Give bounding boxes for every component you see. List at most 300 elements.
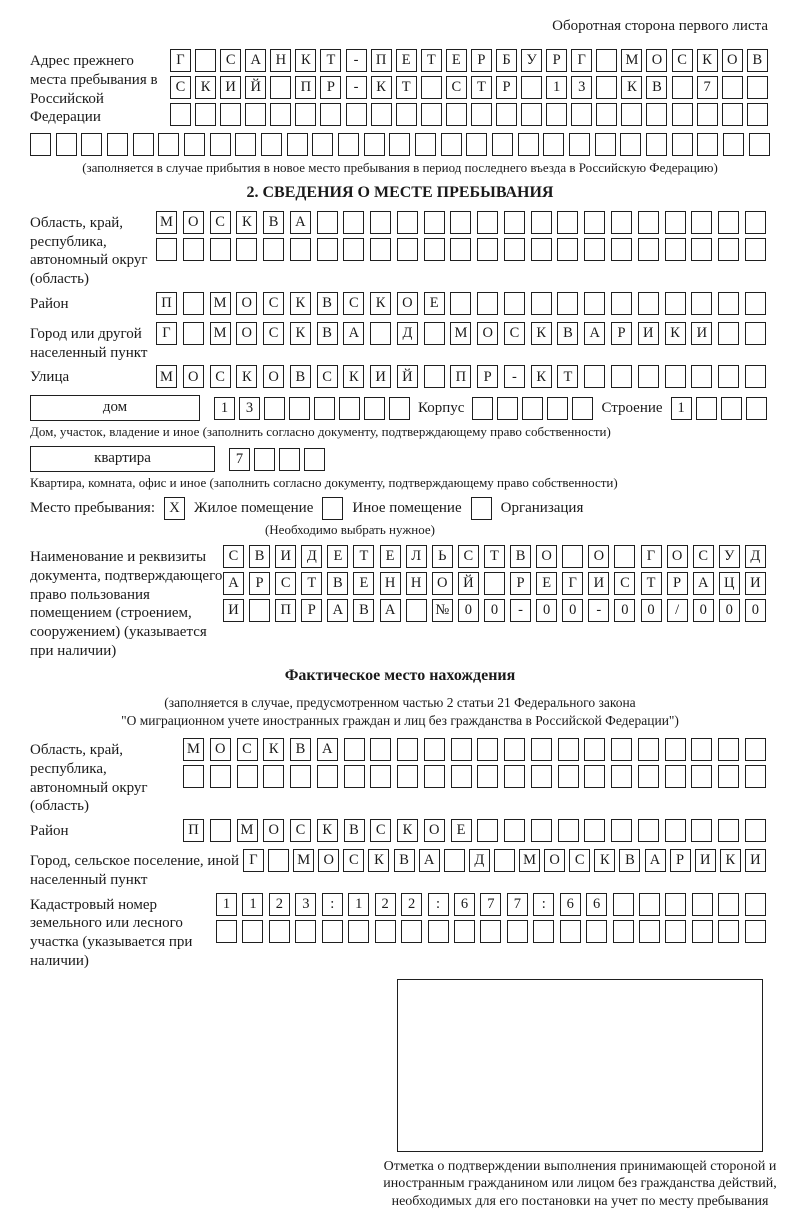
char-cell[interactable] bbox=[746, 397, 767, 420]
char-cell[interactable] bbox=[543, 133, 564, 156]
char-cell[interactable] bbox=[596, 49, 617, 72]
char-cell[interactable] bbox=[596, 103, 617, 126]
char-cell[interactable] bbox=[496, 103, 517, 126]
char-cell[interactable]: М bbox=[156, 365, 177, 388]
char-cell[interactable] bbox=[639, 920, 660, 943]
char-cell[interactable]: В bbox=[646, 76, 667, 99]
char-cell[interactable]: А bbox=[645, 849, 666, 872]
char-cell[interactable]: С bbox=[290, 819, 311, 842]
char-cell[interactable] bbox=[745, 211, 766, 234]
char-cell[interactable]: 0 bbox=[484, 599, 505, 622]
char-cell[interactable] bbox=[611, 238, 632, 261]
char-cell[interactable]: И bbox=[691, 322, 712, 345]
char-cell[interactable] bbox=[270, 103, 291, 126]
char-cell[interactable]: О bbox=[588, 545, 609, 568]
char-cell[interactable]: Т bbox=[396, 76, 417, 99]
char-cell[interactable] bbox=[170, 103, 191, 126]
char-cell[interactable]: С bbox=[170, 76, 191, 99]
char-cell[interactable]: X bbox=[164, 497, 185, 520]
char-cell[interactable] bbox=[415, 133, 436, 156]
char-cell[interactable] bbox=[421, 76, 442, 99]
char-cell[interactable] bbox=[451, 765, 472, 788]
char-cell[interactable]: № bbox=[432, 599, 453, 622]
char-cell[interactable]: Р bbox=[667, 572, 688, 595]
char-cell[interactable] bbox=[317, 765, 338, 788]
char-cell[interactable]: А bbox=[223, 572, 244, 595]
char-cell[interactable] bbox=[242, 920, 263, 943]
char-cell[interactable] bbox=[613, 920, 634, 943]
char-cell[interactable]: А bbox=[693, 572, 714, 595]
char-cell[interactable] bbox=[718, 920, 739, 943]
char-cell[interactable]: К bbox=[697, 49, 718, 72]
char-cell[interactable]: О bbox=[236, 292, 257, 315]
char-cell[interactable]: А bbox=[380, 599, 401, 622]
char-cell[interactable] bbox=[665, 819, 686, 842]
char-cell[interactable] bbox=[722, 103, 743, 126]
char-cell[interactable] bbox=[638, 365, 659, 388]
char-cell[interactable]: О bbox=[397, 292, 418, 315]
char-cell[interactable]: 1 bbox=[214, 397, 235, 420]
char-cell[interactable]: С bbox=[223, 545, 244, 568]
char-cell[interactable]: К bbox=[236, 365, 257, 388]
char-cell[interactable]: Е bbox=[396, 49, 417, 72]
char-cell[interactable]: К bbox=[370, 292, 391, 315]
char-cell[interactable] bbox=[295, 103, 316, 126]
char-cell[interactable]: - bbox=[504, 365, 525, 388]
char-cell[interactable] bbox=[611, 292, 632, 315]
char-cell[interactable] bbox=[287, 133, 308, 156]
char-cell[interactable] bbox=[697, 103, 718, 126]
char-cell[interactable] bbox=[317, 238, 338, 261]
char-cell[interactable] bbox=[249, 599, 270, 622]
char-cell[interactable]: Г bbox=[641, 545, 662, 568]
char-cell[interactable] bbox=[371, 103, 392, 126]
char-cell[interactable] bbox=[295, 920, 316, 943]
char-cell[interactable] bbox=[237, 765, 258, 788]
char-cell[interactable]: Р bbox=[510, 572, 531, 595]
char-cell[interactable] bbox=[450, 292, 471, 315]
char-cell[interactable]: - bbox=[346, 49, 367, 72]
char-cell[interactable] bbox=[290, 765, 311, 788]
char-cell[interactable] bbox=[691, 365, 712, 388]
char-cell[interactable]: Р bbox=[471, 49, 492, 72]
char-cell[interactable] bbox=[558, 738, 579, 761]
char-cell[interactable] bbox=[421, 103, 442, 126]
char-cell[interactable]: Т bbox=[471, 76, 492, 99]
char-cell[interactable] bbox=[718, 765, 739, 788]
char-cell[interactable]: Н bbox=[406, 572, 427, 595]
char-cell[interactable]: И bbox=[220, 76, 241, 99]
char-cell[interactable] bbox=[749, 133, 770, 156]
char-cell[interactable] bbox=[338, 133, 359, 156]
char-cell[interactable] bbox=[718, 292, 739, 315]
char-cell[interactable]: С bbox=[343, 849, 364, 872]
char-cell[interactable]: А bbox=[584, 322, 605, 345]
char-cell[interactable]: М bbox=[293, 849, 314, 872]
char-cell[interactable] bbox=[572, 397, 593, 420]
char-cell[interactable] bbox=[304, 448, 325, 471]
char-cell[interactable] bbox=[364, 133, 385, 156]
char-cell[interactable]: И bbox=[695, 849, 716, 872]
char-cell[interactable]: Д bbox=[397, 322, 418, 345]
char-cell[interactable] bbox=[691, 211, 712, 234]
char-cell[interactable] bbox=[477, 765, 498, 788]
char-cell[interactable] bbox=[320, 103, 341, 126]
char-cell[interactable]: 2 bbox=[269, 893, 290, 916]
char-cell[interactable]: К bbox=[531, 322, 552, 345]
char-cell[interactable]: Г bbox=[571, 49, 592, 72]
char-cell[interactable] bbox=[195, 103, 216, 126]
char-cell[interactable]: П bbox=[371, 49, 392, 72]
char-cell[interactable]: О bbox=[544, 849, 565, 872]
char-cell[interactable]: 0 bbox=[536, 599, 557, 622]
char-cell[interactable]: - bbox=[588, 599, 609, 622]
char-cell[interactable]: Г bbox=[156, 322, 177, 345]
char-cell[interactable]: - bbox=[346, 76, 367, 99]
char-cell[interactable] bbox=[584, 211, 605, 234]
char-cell[interactable] bbox=[721, 397, 742, 420]
char-cell[interactable]: Т bbox=[557, 365, 578, 388]
char-cell[interactable] bbox=[584, 238, 605, 261]
char-cell[interactable]: У bbox=[521, 49, 542, 72]
char-cell[interactable]: О bbox=[210, 738, 231, 761]
char-cell[interactable] bbox=[621, 103, 642, 126]
char-cell[interactable]: 7 bbox=[697, 76, 718, 99]
char-cell[interactable]: Е bbox=[353, 572, 374, 595]
char-cell[interactable] bbox=[471, 103, 492, 126]
char-cell[interactable] bbox=[722, 76, 743, 99]
char-cell[interactable] bbox=[665, 920, 686, 943]
char-cell[interactable] bbox=[521, 103, 542, 126]
char-cell[interactable] bbox=[396, 103, 417, 126]
char-cell[interactable]: 0 bbox=[614, 599, 635, 622]
char-cell[interactable]: Ь bbox=[432, 545, 453, 568]
char-cell[interactable]: К bbox=[317, 819, 338, 842]
char-cell[interactable]: К bbox=[594, 849, 615, 872]
char-cell[interactable] bbox=[665, 765, 686, 788]
char-cell[interactable]: 0 bbox=[641, 599, 662, 622]
doc-row-2[interactable] bbox=[223, 572, 766, 595]
char-cell[interactable] bbox=[397, 211, 418, 234]
char-cell[interactable] bbox=[156, 238, 177, 261]
char-cell[interactable]: Е bbox=[446, 49, 467, 72]
char-cell[interactable] bbox=[672, 103, 693, 126]
char-cell[interactable]: С bbox=[275, 572, 296, 595]
factual-gorod-row[interactable] bbox=[243, 849, 766, 872]
char-cell[interactable]: Й bbox=[245, 76, 266, 99]
char-cell[interactable]: И bbox=[638, 322, 659, 345]
char-cell[interactable]: 3 bbox=[239, 397, 260, 420]
char-cell[interactable]: Й bbox=[397, 365, 418, 388]
char-cell[interactable]: В bbox=[353, 599, 374, 622]
char-cell[interactable]: И bbox=[370, 365, 391, 388]
oblast-row-1[interactable] bbox=[156, 211, 766, 234]
char-cell[interactable]: 6 bbox=[586, 893, 607, 916]
char-cell[interactable]: О bbox=[263, 819, 284, 842]
char-cell[interactable] bbox=[183, 238, 204, 261]
char-cell[interactable] bbox=[454, 920, 475, 943]
char-cell[interactable] bbox=[107, 133, 128, 156]
char-cell[interactable] bbox=[183, 765, 204, 788]
char-cell[interactable] bbox=[745, 893, 766, 916]
char-cell[interactable] bbox=[339, 397, 360, 420]
char-cell[interactable]: А bbox=[317, 738, 338, 761]
char-cell[interactable] bbox=[533, 920, 554, 943]
char-cell[interactable]: В bbox=[290, 738, 311, 761]
char-cell[interactable] bbox=[477, 238, 498, 261]
char-cell[interactable]: Р bbox=[670, 849, 691, 872]
char-cell[interactable] bbox=[504, 211, 525, 234]
char-cell[interactable] bbox=[375, 920, 396, 943]
prev-address-row-1[interactable] bbox=[170, 49, 768, 72]
char-cell[interactable] bbox=[696, 397, 717, 420]
char-cell[interactable]: Т bbox=[353, 545, 374, 568]
stroenie-cells[interactable] bbox=[671, 397, 767, 420]
char-cell[interactable]: П bbox=[183, 819, 204, 842]
char-cell[interactable] bbox=[691, 292, 712, 315]
char-cell[interactable]: 7 bbox=[229, 448, 250, 471]
char-cell[interactable]: О bbox=[646, 49, 667, 72]
char-cell[interactable] bbox=[263, 765, 284, 788]
char-cell[interactable]: 1 bbox=[546, 76, 567, 99]
char-cell[interactable] bbox=[562, 545, 583, 568]
char-cell[interactable] bbox=[691, 738, 712, 761]
char-cell[interactable] bbox=[518, 133, 539, 156]
char-cell[interactable] bbox=[261, 133, 282, 156]
char-cell[interactable]: О bbox=[667, 545, 688, 568]
char-cell[interactable]: Е bbox=[536, 572, 557, 595]
char-cell[interactable]: Н bbox=[380, 572, 401, 595]
char-cell[interactable] bbox=[745, 920, 766, 943]
char-cell[interactable] bbox=[184, 133, 205, 156]
char-cell[interactable] bbox=[424, 365, 445, 388]
char-cell[interactable] bbox=[446, 103, 467, 126]
char-cell[interactable] bbox=[611, 765, 632, 788]
char-cell[interactable] bbox=[531, 765, 552, 788]
char-cell[interactable]: 2 bbox=[401, 893, 422, 916]
char-cell[interactable]: / bbox=[667, 599, 688, 622]
char-cell[interactable]: 7 bbox=[480, 893, 501, 916]
char-cell[interactable] bbox=[220, 103, 241, 126]
char-cell[interactable] bbox=[322, 497, 343, 520]
char-cell[interactable]: 6 bbox=[454, 893, 475, 916]
char-cell[interactable] bbox=[558, 765, 579, 788]
char-cell[interactable]: Д bbox=[469, 849, 490, 872]
char-cell[interactable]: С bbox=[237, 738, 258, 761]
factual-oblast-row-1[interactable] bbox=[183, 738, 766, 761]
char-cell[interactable]: Е bbox=[424, 292, 445, 315]
char-cell[interactable] bbox=[692, 893, 713, 916]
char-cell[interactable]: Р bbox=[546, 49, 567, 72]
char-cell[interactable]: М bbox=[519, 849, 540, 872]
char-cell[interactable]: М bbox=[183, 738, 204, 761]
char-cell[interactable] bbox=[584, 765, 605, 788]
oblast-row-2[interactable] bbox=[156, 238, 766, 261]
char-cell[interactable] bbox=[504, 238, 525, 261]
char-cell[interactable] bbox=[210, 133, 231, 156]
char-cell[interactable] bbox=[346, 103, 367, 126]
char-cell[interactable]: С bbox=[504, 322, 525, 345]
char-cell[interactable] bbox=[638, 765, 659, 788]
korpus-cells[interactable] bbox=[472, 397, 593, 420]
char-cell[interactable]: Д bbox=[745, 545, 766, 568]
char-cell[interactable] bbox=[428, 920, 449, 943]
char-cell[interactable]: Р bbox=[320, 76, 341, 99]
char-cell[interactable] bbox=[504, 765, 525, 788]
char-cell[interactable]: Т bbox=[320, 49, 341, 72]
char-cell[interactable] bbox=[494, 849, 515, 872]
char-cell[interactable]: Е bbox=[380, 545, 401, 568]
char-cell[interactable] bbox=[216, 920, 237, 943]
char-cell[interactable] bbox=[718, 365, 739, 388]
ulitsa-row[interactable] bbox=[156, 365, 766, 388]
char-cell[interactable]: Т bbox=[484, 545, 505, 568]
checkbox-zhiloe[interactable] bbox=[164, 497, 185, 520]
cadastre-row-1[interactable] bbox=[216, 893, 766, 916]
char-cell[interactable] bbox=[531, 211, 552, 234]
char-cell[interactable] bbox=[344, 765, 365, 788]
char-cell[interactable]: С bbox=[220, 49, 241, 72]
char-cell[interactable]: Р bbox=[496, 76, 517, 99]
char-cell[interactable] bbox=[521, 76, 542, 99]
char-cell[interactable] bbox=[210, 819, 231, 842]
char-cell[interactable] bbox=[424, 738, 445, 761]
char-cell[interactable]: М bbox=[237, 819, 258, 842]
char-cell[interactable] bbox=[672, 76, 693, 99]
char-cell[interactable]: - bbox=[510, 599, 531, 622]
char-cell[interactable]: П bbox=[156, 292, 177, 315]
char-cell[interactable]: К bbox=[343, 365, 364, 388]
checkbox-inoe[interactable] bbox=[322, 497, 343, 520]
char-cell[interactable] bbox=[595, 133, 616, 156]
char-cell[interactable] bbox=[745, 819, 766, 842]
char-cell[interactable]: О bbox=[318, 849, 339, 872]
char-cell[interactable] bbox=[344, 738, 365, 761]
char-cell[interactable] bbox=[611, 211, 632, 234]
char-cell[interactable]: Е bbox=[451, 819, 472, 842]
char-cell[interactable]: С bbox=[458, 545, 479, 568]
char-cell[interactable] bbox=[718, 738, 739, 761]
char-cell[interactable] bbox=[370, 238, 391, 261]
char-cell[interactable] bbox=[30, 133, 51, 156]
char-cell[interactable]: 0 bbox=[458, 599, 479, 622]
char-cell[interactable]: Б bbox=[496, 49, 517, 72]
char-cell[interactable] bbox=[370, 738, 391, 761]
char-cell[interactable] bbox=[441, 133, 462, 156]
char-cell[interactable]: 1 bbox=[348, 893, 369, 916]
char-cell[interactable] bbox=[450, 238, 471, 261]
char-cell[interactable]: : bbox=[428, 893, 449, 916]
doc-row-3[interactable] bbox=[223, 599, 766, 622]
char-cell[interactable] bbox=[557, 211, 578, 234]
char-cell[interactable] bbox=[397, 765, 418, 788]
prev-address-row-2[interactable] bbox=[170, 76, 768, 99]
char-cell[interactable] bbox=[268, 849, 289, 872]
char-cell[interactable] bbox=[370, 765, 391, 788]
char-cell[interactable]: О bbox=[263, 365, 284, 388]
char-cell[interactable]: К bbox=[295, 49, 316, 72]
char-cell[interactable]: Р bbox=[477, 365, 498, 388]
cadastre-row-2[interactable] bbox=[216, 920, 766, 943]
char-cell[interactable]: В bbox=[317, 322, 338, 345]
char-cell[interactable]: Р bbox=[611, 322, 632, 345]
factual-raion-row[interactable] bbox=[183, 819, 766, 842]
char-cell[interactable]: 1 bbox=[216, 893, 237, 916]
char-cell[interactable]: О bbox=[536, 545, 557, 568]
char-cell[interactable] bbox=[584, 819, 605, 842]
char-cell[interactable] bbox=[638, 819, 659, 842]
char-cell[interactable] bbox=[665, 738, 686, 761]
char-cell[interactable] bbox=[348, 920, 369, 943]
char-cell[interactable]: О bbox=[236, 322, 257, 345]
char-cell[interactable]: В bbox=[263, 211, 284, 234]
char-cell[interactable] bbox=[245, 103, 266, 126]
char-cell[interactable] bbox=[81, 133, 102, 156]
char-cell[interactable] bbox=[745, 738, 766, 761]
char-cell[interactable]: В bbox=[327, 572, 348, 595]
char-cell[interactable]: 3 bbox=[571, 76, 592, 99]
gorod-row[interactable] bbox=[156, 322, 766, 345]
char-cell[interactable] bbox=[584, 365, 605, 388]
char-cell[interactable] bbox=[497, 397, 518, 420]
char-cell[interactable]: В bbox=[249, 545, 270, 568]
char-cell[interactable] bbox=[343, 211, 364, 234]
char-cell[interactable] bbox=[584, 738, 605, 761]
char-cell[interactable]: М bbox=[156, 211, 177, 234]
char-cell[interactable]: 7 bbox=[507, 893, 528, 916]
char-cell[interactable]: О bbox=[477, 322, 498, 345]
char-cell[interactable] bbox=[692, 920, 713, 943]
char-cell[interactable] bbox=[466, 133, 487, 156]
char-cell[interactable] bbox=[638, 292, 659, 315]
char-cell[interactable]: Л bbox=[406, 545, 427, 568]
char-cell[interactable] bbox=[254, 448, 275, 471]
char-cell[interactable]: К bbox=[195, 76, 216, 99]
char-cell[interactable]: С bbox=[672, 49, 693, 72]
char-cell[interactable]: С bbox=[569, 849, 590, 872]
char-cell[interactable]: 0 bbox=[745, 599, 766, 622]
char-cell[interactable]: П bbox=[275, 599, 296, 622]
char-cell[interactable]: Т bbox=[641, 572, 662, 595]
kvartira-cells[interactable] bbox=[229, 448, 325, 471]
char-cell[interactable]: К bbox=[368, 849, 389, 872]
char-cell[interactable] bbox=[343, 238, 364, 261]
char-cell[interactable] bbox=[611, 365, 632, 388]
char-cell[interactable] bbox=[450, 211, 471, 234]
char-cell[interactable]: М bbox=[210, 292, 231, 315]
char-cell[interactable] bbox=[557, 292, 578, 315]
char-cell[interactable] bbox=[718, 893, 739, 916]
char-cell[interactable]: О bbox=[183, 211, 204, 234]
char-cell[interactable] bbox=[638, 211, 659, 234]
char-cell[interactable] bbox=[477, 211, 498, 234]
char-cell[interactable] bbox=[389, 133, 410, 156]
char-cell[interactable] bbox=[691, 819, 712, 842]
char-cell[interactable]: К bbox=[263, 738, 284, 761]
char-cell[interactable] bbox=[531, 292, 552, 315]
char-cell[interactable] bbox=[646, 133, 667, 156]
char-cell[interactable]: К bbox=[397, 819, 418, 842]
char-cell[interactable]: Д bbox=[301, 545, 322, 568]
char-cell[interactable] bbox=[424, 765, 445, 788]
char-cell[interactable] bbox=[718, 322, 739, 345]
char-cell[interactable]: Г bbox=[562, 572, 583, 595]
char-cell[interactable]: В bbox=[394, 849, 415, 872]
char-cell[interactable]: В bbox=[290, 365, 311, 388]
char-cell[interactable] bbox=[263, 238, 284, 261]
doc-row-1[interactable] bbox=[223, 545, 766, 568]
char-cell[interactable] bbox=[558, 819, 579, 842]
